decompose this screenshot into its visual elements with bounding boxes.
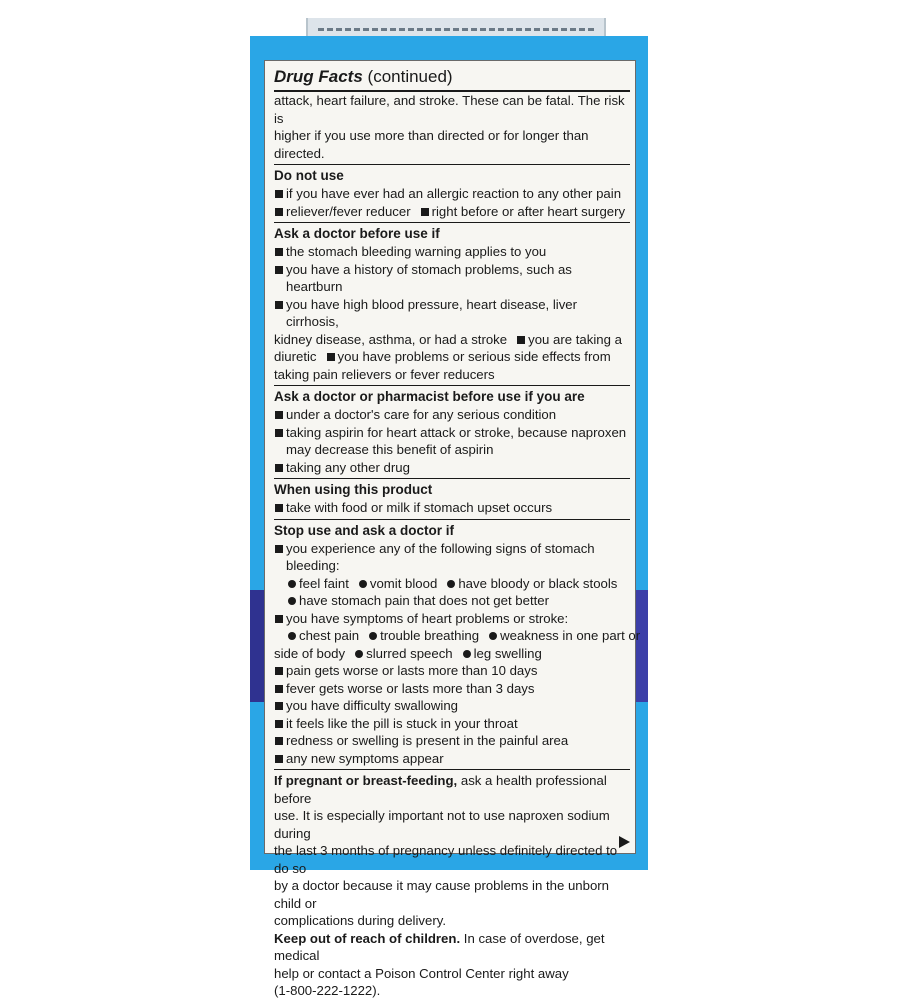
- when-using-section: [274, 478, 630, 517]
- list-item: you have difficulty swallowing: [274, 697, 630, 715]
- section-heading: Ask a doctor or pharmacist before use if you are: [274, 389, 585, 404]
- section-heading: Ask a doctor before use if: [274, 226, 440, 241]
- list-item: the stomach bleeding warning applies to you: [274, 243, 630, 261]
- do-not-use-section: [274, 164, 630, 220]
- list-item: it feels like the pill is stuck in your throat: [274, 715, 630, 733]
- list-item: take with food or milk if stomach upset occurs: [274, 499, 630, 517]
- list-item: any new symptoms appear: [274, 750, 630, 768]
- list-item: you experience any of the following signs of stomach bleeding:: [274, 540, 630, 575]
- stop-use-section: [274, 519, 641, 768]
- section-heading: Stop use and ask a doctor if: [274, 522, 455, 538]
- list-item: taking pain relievers or fever reducers: [274, 366, 495, 382]
- play-arrow-icon: [619, 836, 630, 848]
- list-item: taking aspirin for heart attack or stroke, because naproxen: [274, 424, 630, 442]
- list-item: taking any other drug: [274, 459, 630, 477]
- list-item: you have high blood pressure, heart disease, liver cirrhosis,: [274, 296, 630, 331]
- list-item: under a doctor's care for any serious condition: [274, 406, 630, 424]
- drug-facts-content: [274, 66, 641, 1000]
- section-heading: Keep out of reach of children.: [274, 930, 461, 946]
- list-item: redness or swelling is present in the painful area: [274, 732, 630, 750]
- list-item: feel faint vomit blood have bloody or black stools: [274, 575, 630, 593]
- ask-doctor-section: [274, 222, 630, 383]
- list-item: reliever/fever reducer right before or after heart surgery: [274, 203, 630, 221]
- list-item: kidney disease, asthma, or had a stroke you are taking a: [274, 331, 622, 347]
- section-heading: If pregnant or breast-feeding,: [274, 773, 458, 788]
- section-heading: When using this product: [274, 482, 433, 497]
- list-item: have stomach pain that does not get better: [274, 592, 630, 610]
- list-item: may decrease this benefit of aspirin: [286, 442, 494, 457]
- list-item: side of body slurred speech leg swelling: [274, 645, 542, 661]
- drug-facts-title: Drug Facts (continued): [274, 66, 630, 92]
- list-item: fever gets worse or lasts more than 3 days: [274, 680, 630, 698]
- pregnancy-section: If pregnant or breast-feeding, ask a health professional before use. It is especially important not to use naproxen sodium during the last 3 months of pregnancy unless definitely directed to do so by a doctor because it may cause problems in the unborn child or complications during delivery.: [274, 769, 630, 930]
- list-item: you have a history of stomach problems, such as heartburn: [274, 261, 630, 296]
- box-top-flap: [306, 18, 606, 38]
- intro-text: attack, heart failure, and stroke. These can be fatal. The risk is higher if you use more than directed or for longer than directed.: [274, 93, 625, 161]
- section-heading: Do not use: [274, 168, 344, 183]
- list-item: chest pain trouble breathing weakness in one part or: [274, 627, 630, 645]
- list-item: if you have ever had an allergic reaction to any other pain: [274, 185, 630, 203]
- list-item: pain gets worse or lasts more than 10 days: [274, 662, 630, 680]
- ask-pharmacist-section: [274, 385, 630, 476]
- list-item: diuretic you have problems or serious side effects from: [274, 349, 611, 364]
- keep-out-section: Keep out of reach of children. In case of overdose, get medical help or contact a Poison Control Center right away (1-800-222-1222).: [274, 930, 605, 998]
- list-item: you have symptoms of heart problems or stroke:: [274, 610, 630, 628]
